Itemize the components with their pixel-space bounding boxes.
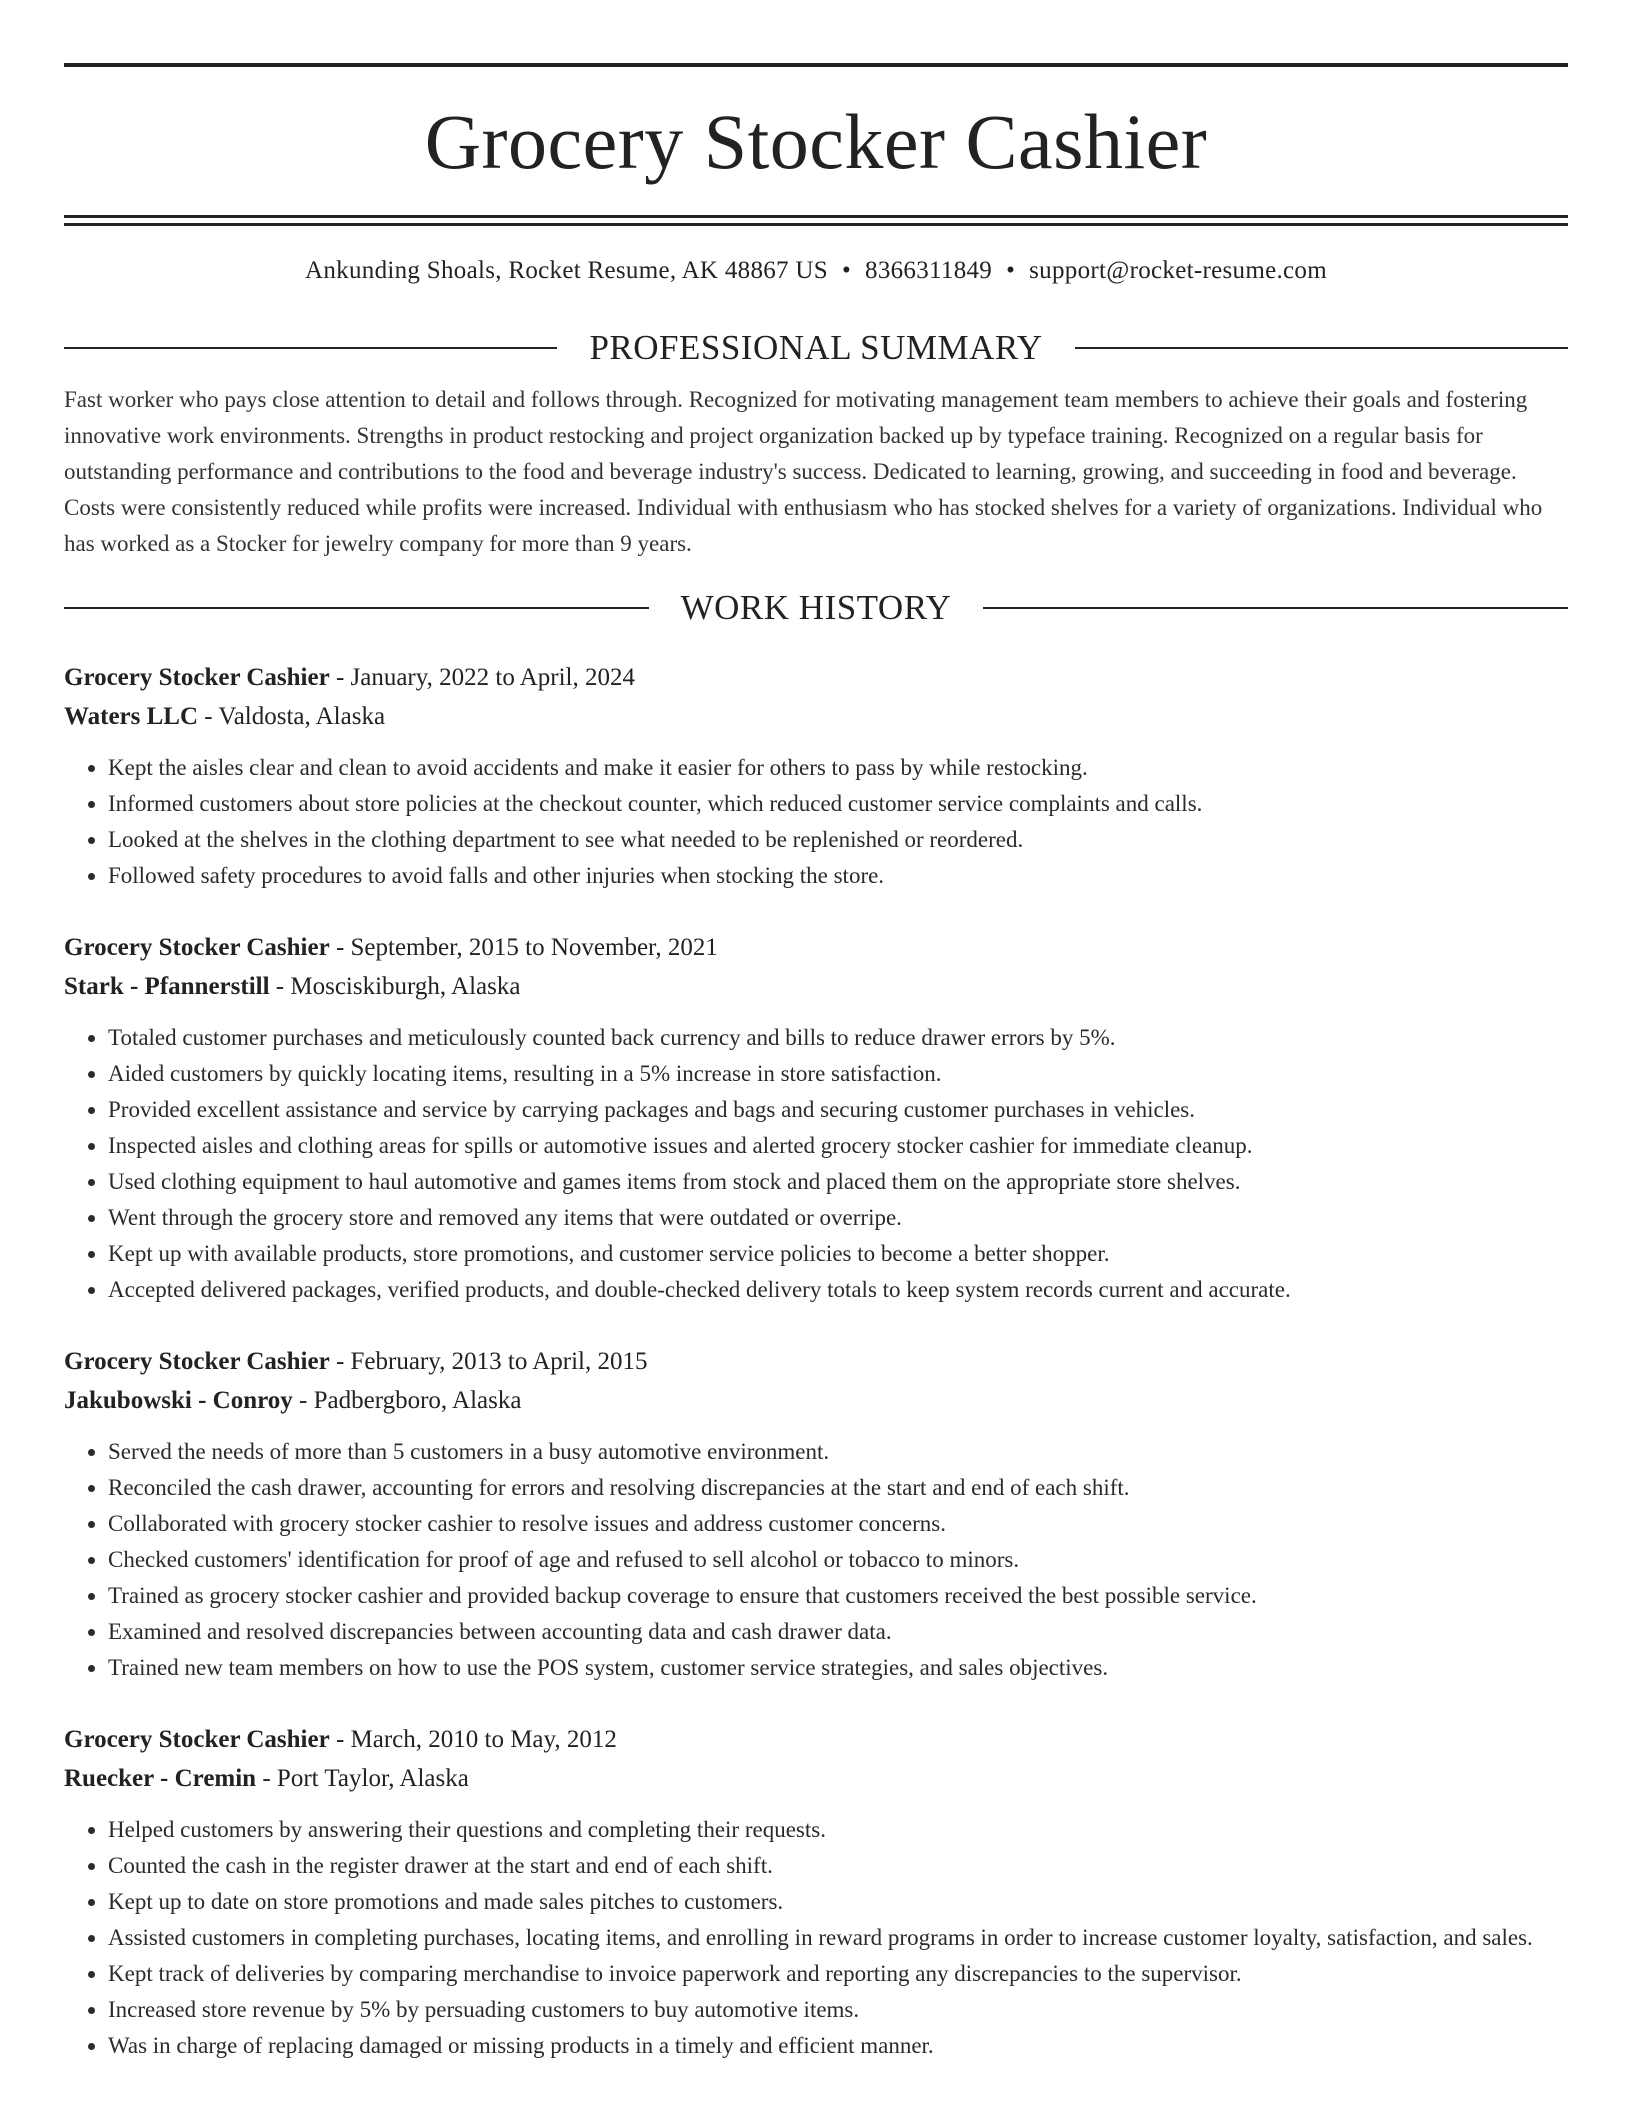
job-bullet: • Trained as grocery stocker cashier and provided backup coverage to ensure that customers received the best possible service. xyxy=(108,1578,1568,1614)
job-dates: - January, 2022 to April, 2024 xyxy=(329,664,635,691)
job-bullet: • Looked at the shelves in the clothing department to see what needed to be replenished or reordered. xyxy=(108,822,1568,858)
heading-rule-left xyxy=(64,607,649,609)
job-entry xyxy=(64,658,1568,894)
job-bullet: • Collaborated with grocery stocker cashier to resolve issues and address customer concerns. xyxy=(108,1506,1568,1542)
resume-title: Grocery Stocker Cashier xyxy=(424,98,1208,185)
job-bullet: • Used clothing equipment to haul automotive and games items from stock and placed them on the appropriate store shelves. xyxy=(108,1164,1568,1200)
job-location: - Padbergboro, Alaska xyxy=(292,1387,522,1414)
job-entry xyxy=(64,1720,1568,2064)
contact-address: Ankunding Shoals, Rocket Resume, AK 48867 US xyxy=(305,257,828,284)
job-bullet: • Provided excellent assistance and service by carrying packages and bags and securing customer purchases in vehicles. xyxy=(108,1092,1568,1128)
job-bullets xyxy=(64,750,1568,894)
job-dates: - March, 2010 to May, 2012 xyxy=(329,1726,617,1753)
job-dates: - September, 2015 to November, 2021 xyxy=(329,934,718,961)
job-company-line xyxy=(64,1759,1568,1798)
job-entry xyxy=(64,1342,1568,1686)
summary-heading-label: PROFESSIONAL SUMMARY xyxy=(589,328,1043,367)
job-bullet: • Reconciled the cash drawer, accounting for errors and resolving discrepancies at the start and end of each shift. xyxy=(108,1470,1568,1506)
job-bullet: • Kept up with available products, store promotions, and customer service policies to become a better shopper. xyxy=(108,1236,1568,1272)
heading-rule-right xyxy=(1075,347,1568,349)
job-title: Grocery Stocker Cashier xyxy=(64,664,330,691)
job-company: Waters LLC xyxy=(64,703,199,730)
job-company: Stark - Pfannerstill xyxy=(64,973,270,1000)
job-company-line xyxy=(64,697,1568,736)
job-title: Grocery Stocker Cashier xyxy=(64,1726,330,1753)
job-title-line xyxy=(64,1720,1568,1759)
contact-email: support@rocket-resume.com xyxy=(1029,257,1327,284)
job-bullet: • Trained new team members on how to use the POS system, customer service strategies, and sales objectives. xyxy=(108,1650,1568,1686)
contact-line xyxy=(64,256,1568,286)
job-location: - Mosciskiburgh, Alaska xyxy=(269,973,521,1000)
summary-heading xyxy=(64,328,1568,368)
job-title: Grocery Stocker Cashier xyxy=(64,934,330,961)
job-bullet: • Checked customers' identification for proof of age and refused to sell alcohol or tobacco to minors. xyxy=(108,1542,1568,1578)
work-history-list xyxy=(64,658,1568,2064)
job-title: Grocery Stocker Cashier xyxy=(64,1348,330,1375)
job-title-line xyxy=(64,928,1568,967)
job-bullet: • Kept up to date on store promotions and made sales pitches to customers. xyxy=(108,1884,1568,1920)
job-bullet: • Counted the cash in the register drawer at the start and end of each shift. xyxy=(108,1848,1568,1884)
job-bullet: • Inspected aisles and clothing areas for spills or automotive issues and alerted grocery stocker cashier for immediate cleanup. xyxy=(108,1128,1568,1164)
job-bullet: • Served the needs of more than 5 customers in a busy automotive environment. xyxy=(108,1434,1568,1470)
job-company: Jakubowski - Conroy xyxy=(64,1387,293,1414)
job-bullet: • Aided customers by quickly locating items, resulting in a 5% increase in store satisfaction. xyxy=(108,1056,1568,1092)
job-bullets xyxy=(64,1020,1568,1308)
job-bullet: • Increased store revenue by 5% by persuading customers to buy automotive items. xyxy=(108,1992,1568,2028)
work-history-heading xyxy=(64,588,1568,628)
contact-phone: 8366311849 xyxy=(865,257,993,284)
job-bullet: • Helped customers by answering their questions and completing their requests. xyxy=(108,1812,1568,1848)
resume-page xyxy=(64,0,1568,2064)
job-title-line xyxy=(64,1342,1568,1381)
job-bullet: • Accepted delivered packages, verified products, and double-checked delivery totals to keep system records current and accurate. xyxy=(108,1272,1568,1308)
job-bullet: • Followed safety procedures to avoid falls and other injuries when stocking the store. xyxy=(108,858,1568,894)
job-bullet: • Totaled customer purchases and meticulously counted back currency and bills to reduce drawer errors by 5%. xyxy=(108,1020,1568,1056)
job-entry xyxy=(64,928,1568,1308)
job-bullet: • Informed customers about store policies at the checkout counter, which reduced customer service complaints and calls. xyxy=(108,786,1568,822)
job-company-line xyxy=(64,1381,1568,1420)
job-dates: - February, 2013 to April, 2015 xyxy=(329,1348,648,1375)
contact-separator: • xyxy=(841,257,852,284)
job-company-line xyxy=(64,967,1568,1006)
job-bullets xyxy=(64,1812,1568,2064)
job-bullets xyxy=(64,1434,1568,1686)
heading-rule-left xyxy=(64,347,557,349)
job-title-line xyxy=(64,658,1568,697)
job-company: Ruecker - Cremin xyxy=(64,1765,257,1792)
job-bullet: • Was in charge of replacing damaged or missing products in a timely and efficient manner. xyxy=(108,2028,1568,2064)
contact-separator: • xyxy=(1006,257,1016,284)
summary-text: Fast worker who pays close attention to detail and follows through. Recognized for motivating management team members to achieve their goals and fostering innovative work environments. Strengths in product restocking and project organization backed up by typeface training. Recognized on a regular basis for outstanding performance and contributions to the food and beverage industry's success. Dedicated to learning, growing, and succeeding in food and beverage. Costs were consistently reduced while profits were increased. Individual with enthusiasm who has stocked shelves for a variety of organizations. Individual who has worked as a Stocker for jewelry company for more than 9 years. xyxy=(64,387,1543,556)
work-history-heading-label: WORK HISTORY xyxy=(680,588,952,627)
job-bullet: • Kept track of deliveries by comparing merchandise to invoice paperwork and reporting any discrepancies to the supervisor. xyxy=(108,1956,1568,1992)
job-bullet: • Kept the aisles clear and clean to avoid accidents and make it easier for others to pass by while restocking. xyxy=(108,750,1568,786)
heading-rule-right xyxy=(983,607,1568,609)
job-bullet: • Examined and resolved discrepancies between accounting data and cash drawer data. xyxy=(108,1614,1568,1650)
job-location: - Valdosta, Alaska xyxy=(198,703,386,730)
job-bullet: • Went through the grocery store and removed any items that were outdated or overripe. xyxy=(108,1200,1568,1236)
job-location: - Port Taylor, Alaska xyxy=(256,1765,469,1792)
job-bullet: • Assisted customers in completing purchases, locating items, and enrolling in reward programs in order to increase customer loyalty, satisfaction, and sales. xyxy=(108,1920,1568,1956)
title-double-rule xyxy=(64,215,1568,226)
